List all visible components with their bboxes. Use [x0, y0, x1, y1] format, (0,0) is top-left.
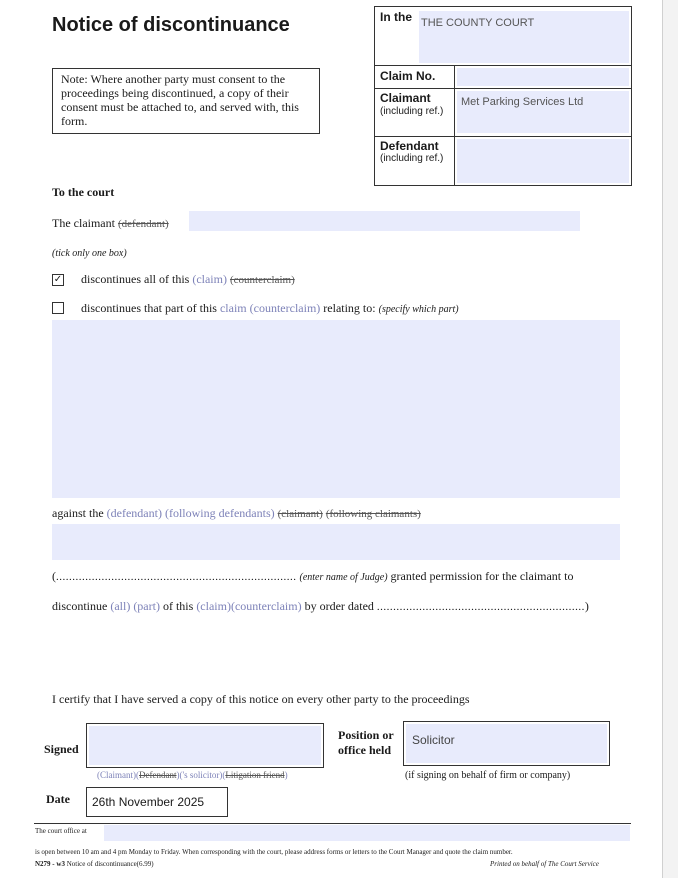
signature-box [86, 723, 324, 768]
against-following-defendants: (following defendants) [164, 506, 275, 520]
discontinue-part-checkbox[interactable] [52, 302, 64, 314]
defendant-label: Defendant [380, 139, 439, 153]
role-litigation-friend-struck: Litigation friend [225, 770, 285, 780]
form-name: Notice of discontinuance(6.99) [66, 860, 154, 868]
option-part-claim: claim (counterclaim) [219, 301, 321, 315]
discontinue-claim-counterclaim: (claim)(counterclaim) [196, 599, 302, 613]
claim-details-grid [374, 66, 632, 186]
claimant-line [52, 216, 169, 231]
option-part-relating: relating to: [323, 301, 376, 315]
part-description-textarea[interactable] [52, 320, 620, 498]
claimant-value: Met Parking Services Ltd [461, 96, 584, 108]
consent-note: Note: Where another party must consent to the proceedings being discontinued, a copy of their consent must be attached to, and served with, this form. [52, 68, 320, 134]
form-code: N279 - w3 [35, 860, 65, 868]
signed-label: Signed [44, 742, 79, 756]
claim-no-field[interactable] [457, 68, 629, 86]
certify-statement: I certify that I have served a copy of this notice on every other party to the proceedings [52, 692, 470, 706]
against-claimant-struck: (claimant) [277, 508, 323, 520]
position-hint: (if signing on behalf of firm or company) [405, 770, 571, 781]
discontinue-close-paren: ) [584, 599, 589, 613]
judge-granted: granted permission for the claimant to [390, 569, 574, 583]
against-following-claimants-struck: (following claimants) [325, 508, 421, 520]
claimant-struck-defendant: (defendant) [117, 218, 169, 230]
role-solicitor: )('s solicitor)( [176, 770, 226, 780]
position-value: Solicitor [412, 733, 455, 747]
court-name-value: THE COUNTY COURT [421, 17, 535, 29]
court-office-label: The court office at [35, 827, 87, 835]
option-all-text [81, 272, 295, 287]
printed-by: Printed on behalf of The Court Service [490, 860, 599, 868]
option-part-specify: (specify which part) [378, 304, 459, 315]
option-all-counterclaim-struck: (counterclaim) [229, 274, 295, 286]
claim-no-label: Claim No. [380, 69, 436, 83]
position-label: Position or office held [338, 728, 394, 757]
court-box [374, 6, 632, 66]
against-defendant: (defendant) [106, 506, 162, 520]
date-value: 26th November 2025 [92, 795, 205, 809]
claimant-field[interactable] [457, 91, 629, 133]
judge-name-dots[interactable]: .......................................................................... [56, 571, 297, 583]
judge-hint: (enter name of Judge) [299, 572, 388, 583]
in-the-label: In the [380, 10, 412, 24]
against-parties-field[interactable] [52, 524, 620, 560]
position-box [403, 721, 610, 766]
page-scroll-edge [662, 0, 678, 878]
court-hours-text: is open between 10 am and 4 pm Monday to Friday. When corresponding with the court, please address forms or letters to the Court Manager and quote the claim number. [35, 848, 513, 856]
option-all-claim: (claim) [192, 272, 227, 286]
option-part-label: discontinues that part of this [81, 301, 217, 315]
defendant-field[interactable] [457, 139, 629, 183]
discontinue-line [52, 599, 589, 614]
date-field[interactable] [86, 787, 228, 817]
discontinue-all-checkbox[interactable]: ✓ [53, 274, 63, 285]
defendant-ref-label: (including ref.) [380, 153, 444, 164]
court-name-field[interactable] [419, 11, 629, 63]
claimant-ref-label: (including ref.) [380, 106, 444, 117]
discontinue-by-order: by order dated [304, 599, 374, 613]
option-all-label: discontinues all of this [81, 272, 190, 286]
claimant-prefix: The claimant [52, 216, 115, 230]
discontinue-prefix: discontinue [52, 599, 108, 613]
tick-hint: (tick only one box) [52, 248, 127, 259]
judge-line [52, 569, 573, 584]
signatory-role-line [97, 770, 288, 780]
discontinue-of-this: of this [162, 599, 194, 613]
date-label: Date [46, 792, 70, 806]
form-title: Notice of discontinuance [52, 14, 290, 36]
court-office-field[interactable] [104, 825, 630, 841]
to-court-heading: To the court [52, 185, 115, 199]
claimant-name-field[interactable] [189, 211, 580, 231]
claimant-label: Claimant [380, 91, 431, 105]
against-prefix: against the [52, 506, 104, 520]
footer-divider [34, 823, 631, 824]
discontinue-all-part: (all) (part) [110, 599, 160, 613]
form-reference [35, 860, 154, 868]
order-date-dots[interactable]: ................................................................ [376, 601, 585, 613]
signature-field[interactable] [89, 726, 321, 765]
role-close: ) [284, 770, 288, 780]
position-field[interactable] [406, 724, 607, 763]
role-claimant: (Claimant)( [97, 770, 139, 780]
judge-open-paren: ( [52, 569, 56, 583]
role-defendant-struck: Defendant [139, 770, 177, 780]
option-part-text [81, 301, 459, 316]
against-line [52, 506, 421, 521]
